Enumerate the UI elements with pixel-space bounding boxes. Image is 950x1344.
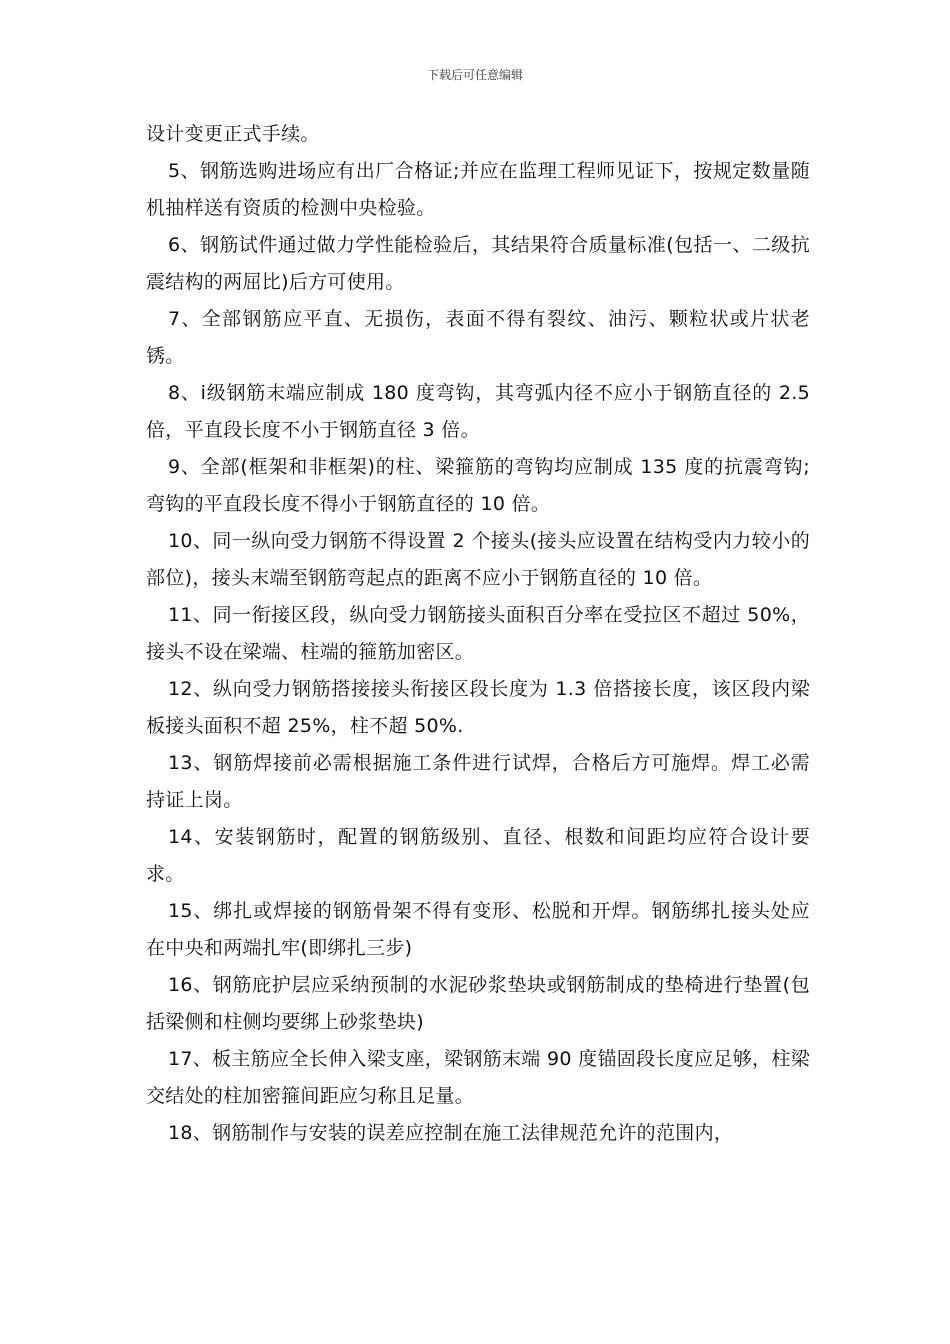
paragraph-item-17: 17、板主筋应全长伸入梁支座，梁钢筋末端 90 度锚固段长度应足够，柱梁交结处的柱加密箍间距应匀称且足量。 [146, 1048, 810, 1107]
paragraph-item-9: 9、全部(框架和非框架)的柱、梁箍筋的弯钩均应制成 135 度的抗震弯钩;弯钩的平直段长度不得小于钢筋直径的 10 倍。 [146, 456, 810, 515]
paragraph-item-12: 12、纵向受力钢筋搭接接头衔接区段长度为 1.3 倍搭接长度，该区段内梁板接头面积不超 25%，柱不超 50%. [146, 678, 810, 737]
paragraph-item-5: 5、钢筋选购进场应有出厂合格证;并应在监理工程师见证下，按规定数量随机抽样送有资质的检测中央检验。 [146, 160, 810, 219]
page-header: 下载后可任意编辑 [426, 68, 523, 82]
paragraph-item-15: 15、绑扎或焊接的钢筋骨架不得有变形、松脱和开焊。钢筋绑扎接头处应在中央和两端扎牢(即绑扎三步) [146, 900, 810, 959]
paragraph-item-16: 16、钢筋庇护层应采纳预制的水泥砂浆垫块或钢筋制成的垫椅进行垫置(包括梁侧和柱侧均要绑上砂浆垫块) [146, 974, 810, 1033]
paragraph-item-6: 6、钢筋试件通过做力学性能检验后，其结果符合质量标准(包括一、二级抗震结构的两屈比)后方可使用。 [146, 234, 810, 293]
paragraph-item-7: 7、全部钢筋应平直、无损伤，表面不得有裂纹、油污、颗粒状或片状老锈。 [146, 308, 810, 367]
paragraph-item-13: 13、钢筋焊接前必需根据施工条件进行试焊，合格后方可施焊。焊工必需持证上岗。 [146, 752, 810, 811]
document-body [146, 116, 810, 1152]
paragraph-item-14: 14、安装钢筋时，配置的钢筋级别、直径、根数和间距均应符合设计要求。 [146, 826, 810, 885]
paragraph-item-11: 11、同一衔接区段，纵向受力钢筋接头面积百分率在受拉区不超过 50%，接头不设在梁端、柱端的箍筋加密区。 [146, 604, 810, 663]
paragraph-item-8: 8、ⅰ级钢筋末端应制成 180 度弯钩，其弯弧内径不应小于钢筋直径的 2.5 倍，平直段长度不小于钢筋直径 3 倍。 [146, 382, 810, 441]
paragraph-continued: 设计变更正式手续。 [146, 123, 320, 145]
paragraph-item-10: 10、同一纵向受力钢筋不得设置 2 个接头(接头应设置在结构受内力较小的部位)，接头末端至钢筋弯起点的距离不应小于钢筋直径的 10 倍。 [146, 530, 810, 589]
paragraph-item-18: 18、钢筋制作与安装的误差应控制在施工法律规范允许的范围内， [168, 1122, 734, 1144]
